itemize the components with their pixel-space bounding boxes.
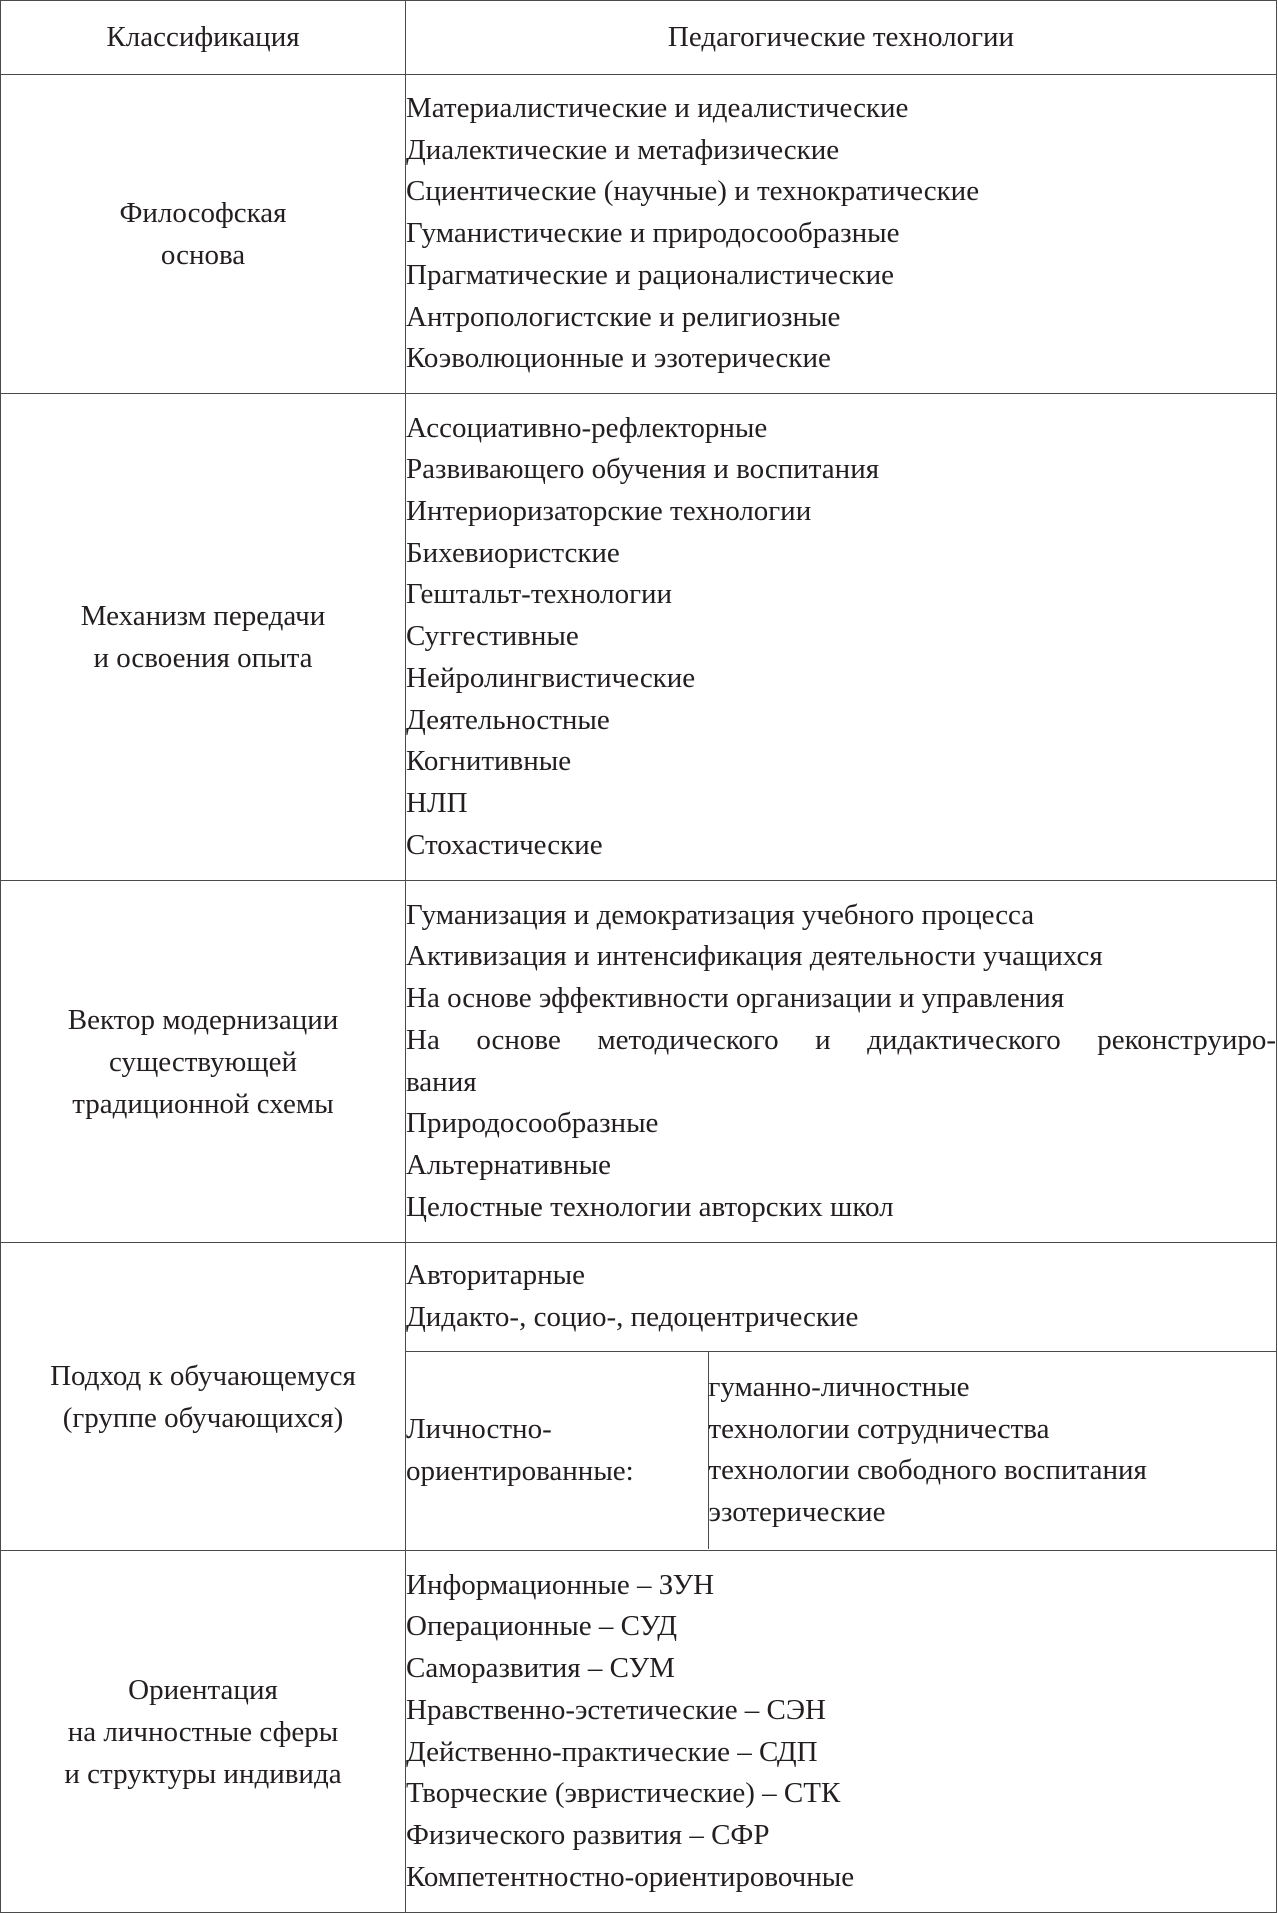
list-item: Бихевиористские	[406, 536, 620, 569]
personal-oriented-label-cell	[406, 1351, 708, 1549]
list-item: Диалектические и метафизические	[406, 133, 840, 166]
list-item: Суггестивные	[406, 620, 579, 653]
table-header-row	[1, 1, 1277, 75]
classification-line: основа	[160, 239, 246, 271]
list-item: Гуманистические и природосообразные	[406, 217, 900, 250]
classification-line: и освоения опыта	[93, 642, 313, 674]
list-item: На основе эффективности организации и управления	[406, 982, 1065, 1015]
table-row-mechanism	[1, 394, 1277, 881]
classification-line: Философская	[119, 197, 287, 229]
list-item: Материалистические и идеалистические	[406, 92, 909, 125]
list-item: Деятельностные	[406, 703, 610, 736]
technologies-cell	[406, 881, 1277, 1243]
list-item: Физического развития – СФР	[406, 1818, 770, 1851]
list-item: Саморазвития – СУМ	[406, 1652, 675, 1685]
classification-line: Ориентация	[128, 1673, 278, 1706]
header-classification: Классификация	[1, 1, 406, 75]
list-item: Нравственно-эстетические – СЭН	[406, 1693, 826, 1726]
header-technologies: Педагогические технологии	[406, 1, 1277, 75]
list-item: вания	[406, 1065, 477, 1098]
list-item: Стохастические	[406, 828, 603, 861]
list-item: гуманно-личностные	[708, 1370, 970, 1403]
table-row-approach	[1, 1243, 1277, 1551]
table-row-orientation	[1, 1551, 1277, 1913]
list-item: Развивающего обучения и воспитания	[406, 453, 880, 486]
list-item: Операционные – СУД	[406, 1610, 677, 1643]
personal-oriented-items-cell	[708, 1351, 1277, 1549]
technologies-cell	[406, 75, 1277, 394]
list-item: Активизация и интенсификация деятельности учащихся	[406, 940, 1103, 973]
list-item: Авторитарные	[406, 1259, 585, 1292]
list-item: Дидакто-, социо-, педоцентрические	[406, 1300, 859, 1333]
list-item: Компетентностно-ориентировочные	[406, 1860, 855, 1893]
list-item: Альтернативные	[406, 1148, 611, 1181]
technologies-cell	[406, 1243, 1277, 1551]
list-item: Творческие (эвристические) – СТК	[406, 1777, 841, 1810]
personal-oriented-label: ориентированные:	[406, 1455, 634, 1488]
classification-line: Механизм передачи	[80, 600, 326, 632]
list-item: Ассоциативно-рефлекторные	[406, 411, 768, 444]
classification-line: и структуры индивида	[64, 1757, 342, 1790]
classification-cell	[1, 1243, 406, 1551]
classification-line: на личностные сферы	[67, 1715, 339, 1748]
list-item: НЛП	[406, 786, 468, 819]
list-item: технологии свободного воспитания	[708, 1454, 1147, 1487]
table-row-philosophy	[1, 75, 1277, 394]
approach-general-cell	[406, 1243, 1277, 1351]
list-item: эзотерические	[708, 1495, 886, 1528]
list-item: Природосообразные	[406, 1107, 659, 1140]
personal-oriented-label: Личностно-	[406, 1413, 552, 1446]
classification-line: традиционной схемы	[72, 1087, 334, 1120]
classification-line: Подход к обучающемуся	[50, 1359, 356, 1392]
subtable-row-personal	[406, 1351, 1277, 1549]
list-item: Прагматические и рационалистические	[406, 258, 894, 291]
classification-line: Вектор модернизации	[67, 1003, 339, 1036]
technologies-cell	[406, 394, 1277, 881]
technologies-cell	[406, 1551, 1277, 1913]
list-item: Интериоризаторские технологии	[406, 495, 812, 528]
list-item: Сциентические (научные) и технократические	[406, 175, 980, 208]
list-item: технологии сотрудничества	[708, 1412, 1050, 1445]
classification-line: (группе обучающихся)	[62, 1401, 344, 1434]
subtable-row-top	[406, 1243, 1277, 1351]
list-item: Информационные – ЗУН	[406, 1568, 715, 1601]
table-row-modernization	[1, 881, 1277, 1243]
classification-line: существующей	[108, 1045, 298, 1078]
classification-cell	[1, 394, 406, 881]
list-item: Действенно-практические – СДП	[406, 1735, 818, 1768]
classification-cell	[1, 1551, 406, 1913]
list-item: Нейролингвистические	[406, 661, 696, 694]
list-item: Гештальт-технологии	[406, 578, 673, 611]
list-item: Когнитивные	[406, 745, 572, 778]
approach-subtable	[406, 1243, 1277, 1549]
list-item: Гуманизация и демократизация учебного процесса	[406, 898, 1035, 931]
list-item: Целостные технологии авторских школ	[406, 1190, 894, 1223]
classification-cell	[1, 881, 406, 1243]
list-item: Коэволюционные и эзотерические	[406, 342, 831, 375]
classification-cell	[1, 75, 406, 394]
list-item: На основе методического и дидактического реконструиро-	[406, 1023, 1276, 1056]
list-item: Антропологистские и религиозные	[406, 300, 841, 333]
